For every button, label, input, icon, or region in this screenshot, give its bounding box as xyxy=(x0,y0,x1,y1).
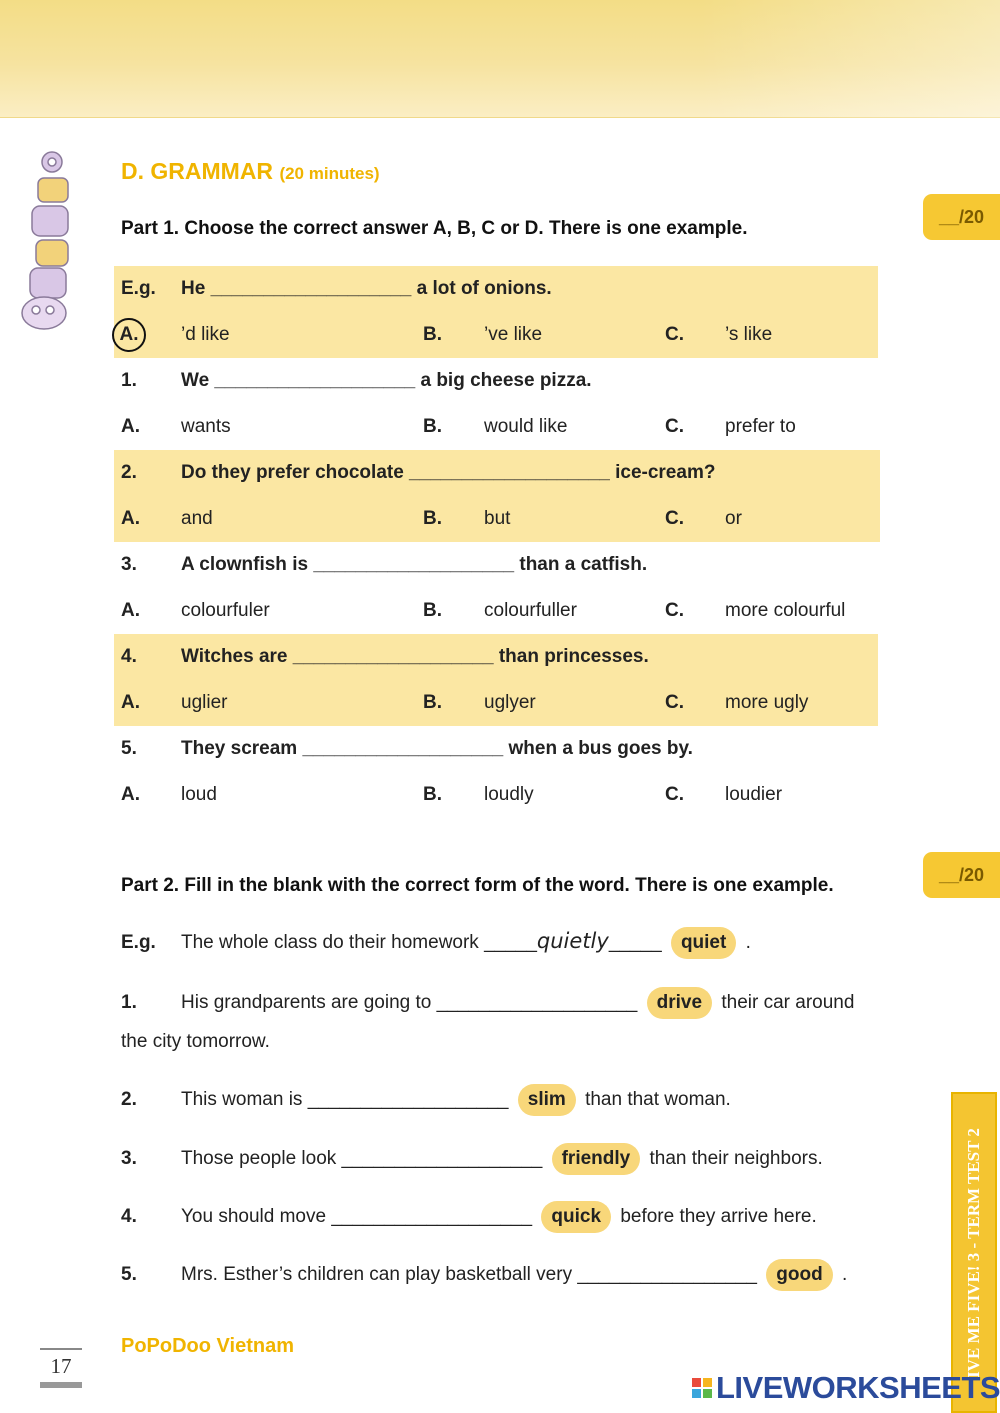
option-c[interactable]: more ugly xyxy=(725,692,809,713)
part1-score-box[interactable]: __/20 xyxy=(923,194,1000,240)
word-hint-pill: drive xyxy=(647,987,712,1019)
option-label-b: B. xyxy=(423,692,442,713)
option-c[interactable]: prefer to xyxy=(725,416,796,437)
option-label-c: C. xyxy=(665,600,684,621)
sentence-end: . xyxy=(745,932,751,953)
part2-title: Part 2. Fill in the blank with the correct form of the word. There is one example. xyxy=(121,875,834,896)
side-banner xyxy=(951,1092,997,1413)
footer-brand: PoPoDoo Vietnam xyxy=(121,1335,294,1357)
question-options-row xyxy=(114,772,878,818)
question-stem-row xyxy=(114,726,878,772)
question-stem-row xyxy=(114,450,880,496)
word-hint-pill: quick xyxy=(541,1201,611,1233)
word-hint-pill: friendly xyxy=(552,1143,641,1175)
sentence-before[interactable]: You should move ___________________ xyxy=(181,1206,533,1227)
sentence-after: than their neighbors. xyxy=(649,1148,823,1169)
popodoo-logo xyxy=(12,148,78,333)
example-answer: quietly xyxy=(536,929,609,953)
question-example xyxy=(114,266,878,358)
question-3 xyxy=(114,542,878,634)
option-b[interactable]: loudly xyxy=(484,784,534,805)
question-number: E.g. xyxy=(121,278,156,299)
option-c[interactable]: ’s like xyxy=(725,324,773,345)
question-stem: A clownfish is ___________________ than a catfish. xyxy=(181,554,648,575)
sentence-after: their car around xyxy=(721,992,855,1013)
option-label-b: B. xyxy=(423,784,442,805)
item-number: 2. xyxy=(121,1089,137,1110)
item-number: 3. xyxy=(121,1148,137,1169)
question-number: 3. xyxy=(121,554,137,575)
part2-score-box[interactable]: __/20 xyxy=(923,852,1000,898)
word-hint-pill: slim xyxy=(518,1084,576,1116)
option-label-c: C. xyxy=(665,508,684,529)
question-4 xyxy=(114,634,878,726)
question-number: 1. xyxy=(121,370,137,391)
option-label-a: A. xyxy=(121,416,140,437)
question-number: 2. xyxy=(121,462,137,483)
option-label-a: A. xyxy=(121,692,140,713)
item-sentence xyxy=(181,927,751,959)
item-sentence xyxy=(181,1201,817,1233)
question-options-row xyxy=(114,312,878,358)
question-stem: They scream ___________________ when a bus goes by. xyxy=(181,738,693,759)
option-b[interactable]: ’ve like xyxy=(484,324,543,345)
fill-item-4 xyxy=(121,1197,921,1237)
option-b[interactable]: colourfuller xyxy=(484,600,577,621)
sentence-before[interactable]: Mrs. Esther’s children can play basketball very _________________ xyxy=(181,1264,757,1285)
sentence-before[interactable]: His grandparents are going to ___________________ xyxy=(181,992,638,1013)
item-sentence xyxy=(181,987,854,1019)
option-label-a: A. xyxy=(121,784,140,805)
fill-item-5 xyxy=(121,1255,921,1295)
fill-example xyxy=(121,923,921,963)
option-b[interactable]: but xyxy=(484,508,511,529)
question-options-row xyxy=(114,404,878,450)
option-a[interactable]: and xyxy=(181,508,213,529)
word-hint-pill: quiet xyxy=(671,927,736,959)
question-stem-row xyxy=(114,358,878,404)
question-stem-row xyxy=(114,266,878,312)
word-hint-pill: good xyxy=(766,1259,832,1291)
option-b[interactable]: would like xyxy=(484,416,568,437)
item-sentence xyxy=(181,1259,847,1291)
question-stem: Do they prefer chocolate ___________________ ice-cream? xyxy=(181,462,716,483)
question-stem-row xyxy=(114,634,878,680)
option-c[interactable]: or xyxy=(725,508,742,529)
part1-title: Part 1. Choose the correct answer A, B, C or D. There is one example. xyxy=(121,218,748,239)
item-number: 4. xyxy=(121,1206,137,1227)
option-a[interactable]: wants xyxy=(181,416,231,437)
option-label-b: B. xyxy=(423,416,442,437)
blank-tail: _____ xyxy=(608,932,662,953)
question-stem: He ___________________ a lot of onions. xyxy=(181,278,552,299)
sentence-after: than that woman. xyxy=(585,1089,731,1110)
question-stem-row xyxy=(114,542,878,588)
question-options-row xyxy=(114,680,878,726)
liveworksheets-logo xyxy=(692,1372,1000,1404)
option-a[interactable]: loud xyxy=(181,784,217,805)
question-stem: We ___________________ a big cheese pizza. xyxy=(181,370,592,391)
part1-questions xyxy=(114,266,880,818)
item-number: 5. xyxy=(121,1264,137,1285)
option-label-b: B. xyxy=(423,508,442,529)
option-label-c: C. xyxy=(665,692,684,713)
question-options-row xyxy=(114,588,878,634)
liveworksheets-grid-icon xyxy=(692,1378,712,1398)
question-1 xyxy=(114,358,878,450)
option-label-a: A. xyxy=(121,508,140,529)
sentence-after: . xyxy=(842,1264,848,1285)
option-c[interactable]: more colourful xyxy=(725,600,846,621)
option-c[interactable]: loudier xyxy=(725,784,783,805)
fill-item-1 xyxy=(121,983,921,1023)
sentence-before[interactable]: Those people look ___________________ xyxy=(181,1148,543,1169)
item-number: 1. xyxy=(121,992,137,1013)
option-label-c: C. xyxy=(665,416,684,437)
section-title xyxy=(121,158,380,185)
item-number: E.g. xyxy=(121,932,156,953)
question-5 xyxy=(114,726,878,818)
page-number: 17 xyxy=(40,1348,82,1388)
question-stem: Witches are ___________________ than princesses. xyxy=(181,646,649,667)
fill-item-3 xyxy=(121,1139,921,1179)
header-band xyxy=(0,0,1000,118)
option-label-a: A. xyxy=(121,600,140,621)
question-number: 4. xyxy=(121,646,137,667)
option-label-c: C. xyxy=(665,324,684,345)
section-title-text: D. GRAMMAR xyxy=(121,158,274,184)
item-1-continuation: the city tomorrow. xyxy=(121,1031,270,1052)
option-a[interactable]: colourfuler xyxy=(181,600,270,621)
question-options-row xyxy=(114,496,880,542)
option-label-b: B. xyxy=(423,600,442,621)
item-sentence xyxy=(181,1143,823,1175)
question-2 xyxy=(114,450,880,542)
fill-item-2 xyxy=(121,1080,921,1120)
sentence-before: The whole class do their homework _____ xyxy=(181,932,537,953)
side-banner-text: IVE ME FIVE! 3 - TERM TEST 2 xyxy=(964,1127,983,1378)
option-a[interactable]: ’d like xyxy=(181,324,230,345)
question-number: 5. xyxy=(121,738,137,759)
sentence-before[interactable]: This woman is ___________________ xyxy=(181,1089,509,1110)
section-duration: (20 minutes) xyxy=(279,164,380,183)
sentence-after: before they arrive here. xyxy=(620,1206,817,1227)
option-a[interactable]: uglier xyxy=(181,692,228,713)
liveworksheets-text: LIVEWORKSHEETS xyxy=(716,1370,1000,1405)
option-b[interactable]: uglyer xyxy=(484,692,536,713)
option-label-b: B. xyxy=(423,324,442,345)
item-sentence xyxy=(181,1084,731,1116)
option-label-a-circled[interactable]: A. xyxy=(112,318,146,352)
option-label-c: C. xyxy=(665,784,684,805)
